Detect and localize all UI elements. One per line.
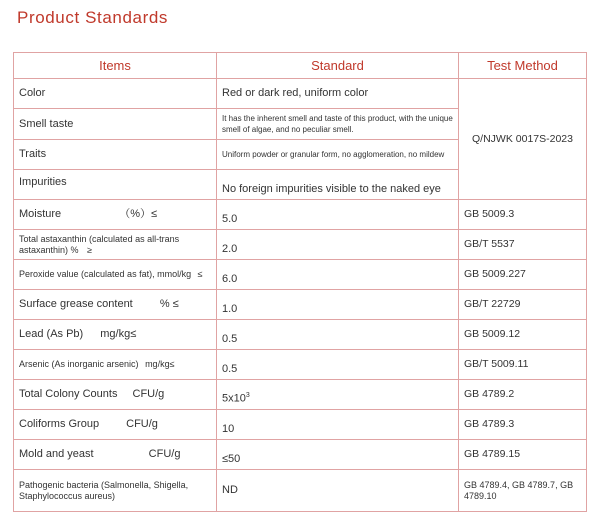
item-label: Arsenic (As inorganic arsenic)	[19, 359, 139, 369]
item-traits: Traits	[14, 140, 217, 170]
item-label: Mold and yeast	[19, 448, 94, 460]
item-moisture	[14, 200, 217, 230]
item-unit: CFU/g	[148, 448, 181, 460]
table-row	[14, 350, 587, 380]
item-label: Lead (As Pb)	[19, 328, 84, 340]
item-unit: mg/kg≤	[145, 359, 175, 369]
item-unit: % ≤	[159, 298, 179, 310]
item-label: Peroxide value (calculated as fat), mmol/kg	[19, 269, 192, 279]
item-arsenic	[14, 350, 217, 380]
item-smell-taste: Smell taste	[14, 109, 217, 140]
standard-color: Red or dark red, uniform color	[217, 79, 459, 109]
standard-moisture: 5.0	[217, 200, 459, 230]
header-test-method: Test Method	[459, 53, 587, 79]
table-row	[14, 79, 587, 109]
page-title: Product Standards	[17, 8, 169, 27]
shared-test-method: Q/NJWK 0017S-2023	[459, 79, 587, 200]
method-moisture: GB 5009.3	[459, 200, 587, 230]
item-label: Total astaxanthin (calculated as all-trans astaxanthin) %	[19, 233, 180, 255]
standard-traits: Uniform powder or granular form, no agglomeration, no mildew	[217, 140, 459, 170]
method-lead: GB 5009.12	[459, 320, 587, 350]
standard-astaxanthin: 2.0	[217, 230, 459, 260]
method-surface-grease: GB/T 22729	[459, 290, 587, 320]
table-header-row	[14, 53, 587, 79]
method-arsenic: GB/T 5009.11	[459, 350, 587, 380]
method-coliforms: GB 4789.3	[459, 410, 587, 440]
standard-surface-grease: 1.0	[217, 290, 459, 320]
method-pathogenic: GB 4789.4, GB 4789.7, GB 4789.10	[459, 470, 587, 512]
table-row	[14, 320, 587, 350]
standard-pathogenic: ND	[217, 470, 459, 512]
item-unit: ≤	[197, 269, 203, 279]
item-label: Surface grease content	[19, 298, 133, 310]
standards-table	[13, 52, 587, 512]
table-row	[14, 380, 587, 410]
standard-peroxide: 6.0	[217, 260, 459, 290]
item-mold-yeast	[14, 440, 217, 470]
standard-exponent: 3	[245, 392, 250, 400]
item-pathogenic: Pathogenic bacteria (Salmonella, Shigella, Staphylococcus aureus)	[14, 470, 217, 512]
method-peroxide: GB 5009.227	[459, 260, 587, 290]
table-row	[14, 410, 587, 440]
standard-total-colony	[217, 380, 459, 410]
table-row	[14, 260, 587, 290]
standard-mold-yeast: ≤50	[217, 440, 459, 470]
standard-impurities: No foreign impurities visible to the naked eye	[217, 170, 459, 200]
item-unit: mg/kg≤	[100, 328, 137, 340]
item-lead	[14, 320, 217, 350]
item-label: Total Colony Counts	[19, 388, 118, 400]
standard-value: 5x10	[222, 393, 246, 405]
standard-lead: 0.5	[217, 320, 459, 350]
item-surface-grease	[14, 290, 217, 320]
item-unit: CFU/g	[132, 388, 165, 400]
standard-arsenic: 0.5	[217, 350, 459, 380]
item-impurities: Impurities	[14, 170, 217, 200]
item-unit: ≥	[87, 244, 93, 255]
table-row	[14, 440, 587, 470]
table-row	[14, 470, 587, 512]
table-row	[14, 290, 587, 320]
item-unit: （%）≤	[119, 208, 158, 220]
standard-smell-taste: It has the inherent smell and taste of this product, with the unique smell of algae, and no peculiar smell.	[217, 109, 459, 140]
table-row	[14, 200, 587, 230]
item-astaxanthin	[14, 230, 217, 260]
item-coliforms	[14, 410, 217, 440]
method-total-colony: GB 4789.2	[459, 380, 587, 410]
item-color: Color	[14, 79, 217, 109]
item-label: Moisture	[19, 208, 62, 220]
item-label: Coliforms Group	[19, 418, 100, 430]
method-mold-yeast: GB 4789.15	[459, 440, 587, 470]
item-unit: CFU/g	[126, 418, 158, 430]
method-astaxanthin: GB/T 5537	[459, 230, 587, 260]
item-peroxide	[14, 260, 217, 290]
table-row	[14, 230, 587, 260]
item-total-colony	[14, 380, 217, 410]
header-standard: Standard	[217, 53, 459, 79]
header-items: Items	[14, 53, 217, 79]
standard-coliforms: 10	[217, 410, 459, 440]
